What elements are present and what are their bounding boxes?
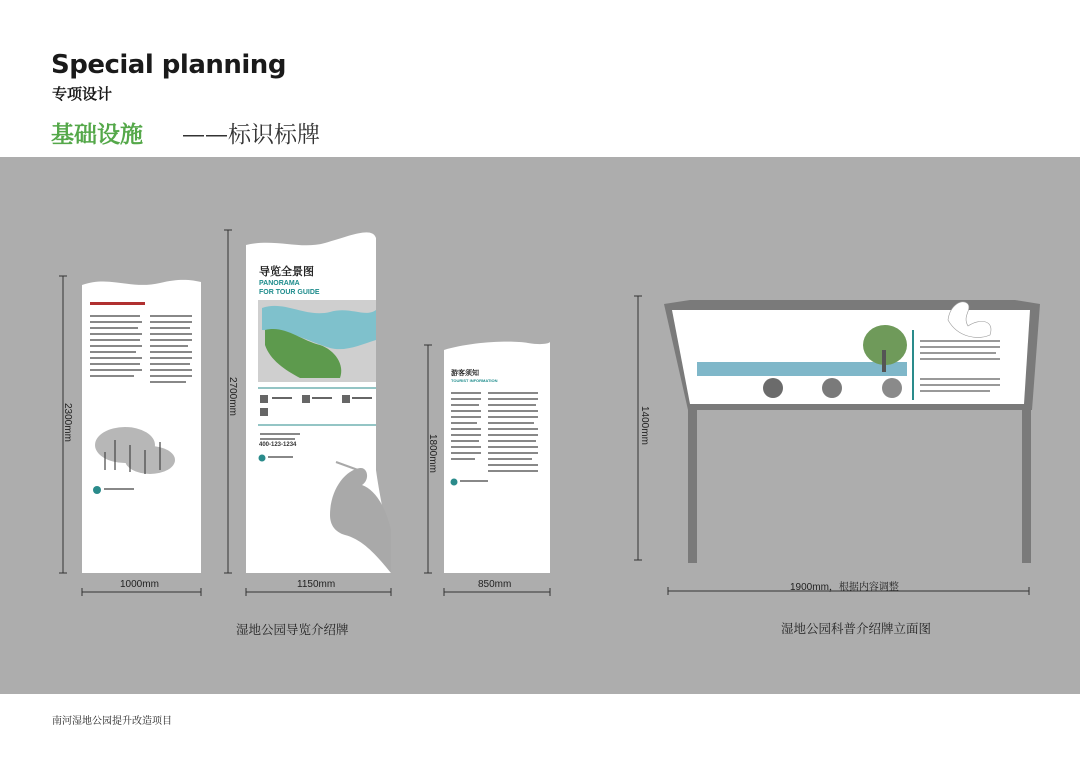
sign-2-subtitle-2: FOR TOUR GUIDE [259,289,320,296]
sign-2-height-label: 2700mm [227,377,238,416]
sign-4-height-label: 1400mm [639,406,650,445]
sign-2-phone: 400-123-1234 [259,442,297,448]
sign-3-width-label: 850mm [478,579,512,590]
sign-1-height-label: 2300mm [62,403,73,442]
sign-2-width-label: 1150mm [297,579,336,590]
sign-4-width-label: 1900mm，根据内容调整 [790,582,899,593]
sign-3-height-label: 1800mm [427,434,438,473]
sign-2-subtitle-1: PANORAMA [259,280,300,287]
section-title: 基础设施 [51,121,143,147]
page-title-cn: 专项设计 [52,86,113,103]
project-footer: 南河湿地公园提升改造项目 [52,716,172,727]
sign-3-title: 游客须知 [451,370,479,377]
caption-guide-signs: 湿地公园导览介绍牌 [236,623,349,637]
sign-1-width-label: 1000mm [120,579,159,590]
sign-3-subtitle: TOURIST INFORMATION [451,378,498,383]
sign-2-title: 导览全景图 [259,266,314,278]
subsection-title: ——标识标牌 [182,122,320,148]
sign-1-board [82,280,201,573]
caption-science-sign: 湿地公园科普介绍牌立面图 [781,622,932,636]
page-title-en: Special planning [51,50,286,80]
